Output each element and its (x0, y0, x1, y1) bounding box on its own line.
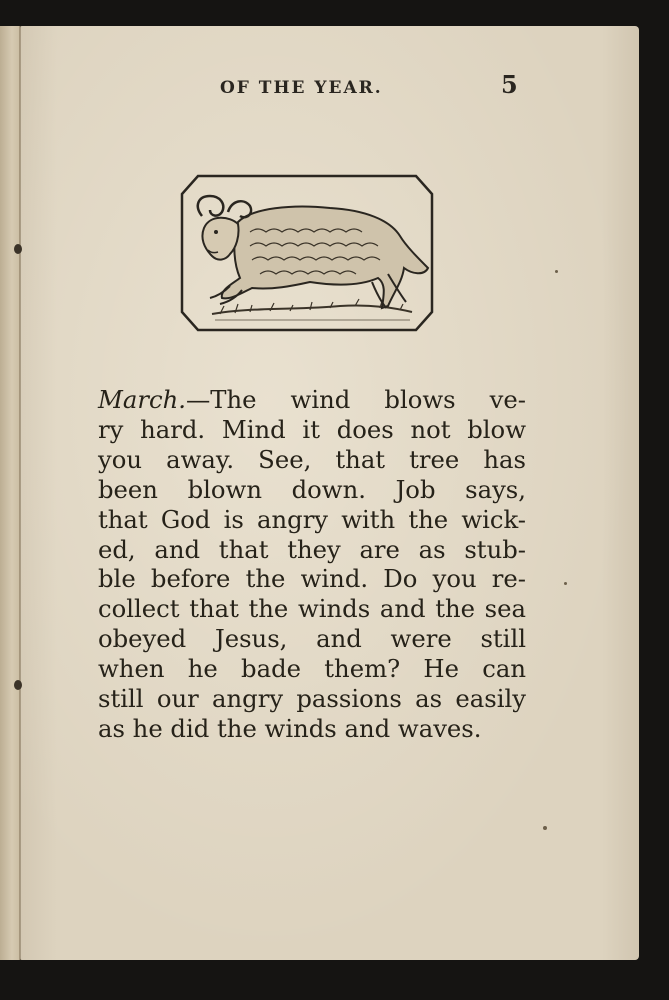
passage-line: still our angry passions as easily (98, 684, 526, 714)
passage-line: as he did the winds and waves. (98, 713, 482, 743)
passage-line: you away. See, that tree has (98, 444, 526, 474)
passage-line: been blown down. Job says, (98, 474, 526, 504)
passage-text (98, 385, 526, 744)
passage-line: collect that the winds and the sea (98, 594, 526, 624)
passage-line: ry hard. Mind it does not blow (98, 414, 526, 444)
binding-stitch (14, 244, 22, 254)
paper-speck (564, 582, 567, 585)
passage-line (98, 385, 526, 415)
passage-line: ble before the wind. Do you re- (98, 564, 526, 594)
page-number: 5 (501, 70, 518, 99)
binding-stitch (14, 680, 22, 690)
paper-speck (543, 826, 547, 830)
left-page-edge (0, 26, 20, 960)
passage-line-text: —The wind blows ve- (185, 385, 526, 414)
book-spine (19, 26, 21, 960)
passage-line: obeyed Jesus, and were still (98, 624, 526, 654)
passage-line: ed, and that they are as stub- (98, 534, 526, 564)
paper-speck (555, 270, 558, 273)
passage-line: that God is angry with the wick- (98, 504, 526, 534)
running-head: OF THE YEAR. (220, 78, 383, 98)
passage-line: when he bade them? He can (98, 654, 526, 684)
month-heading: March. (98, 385, 186, 414)
ram-woodcut-icon (180, 174, 434, 332)
